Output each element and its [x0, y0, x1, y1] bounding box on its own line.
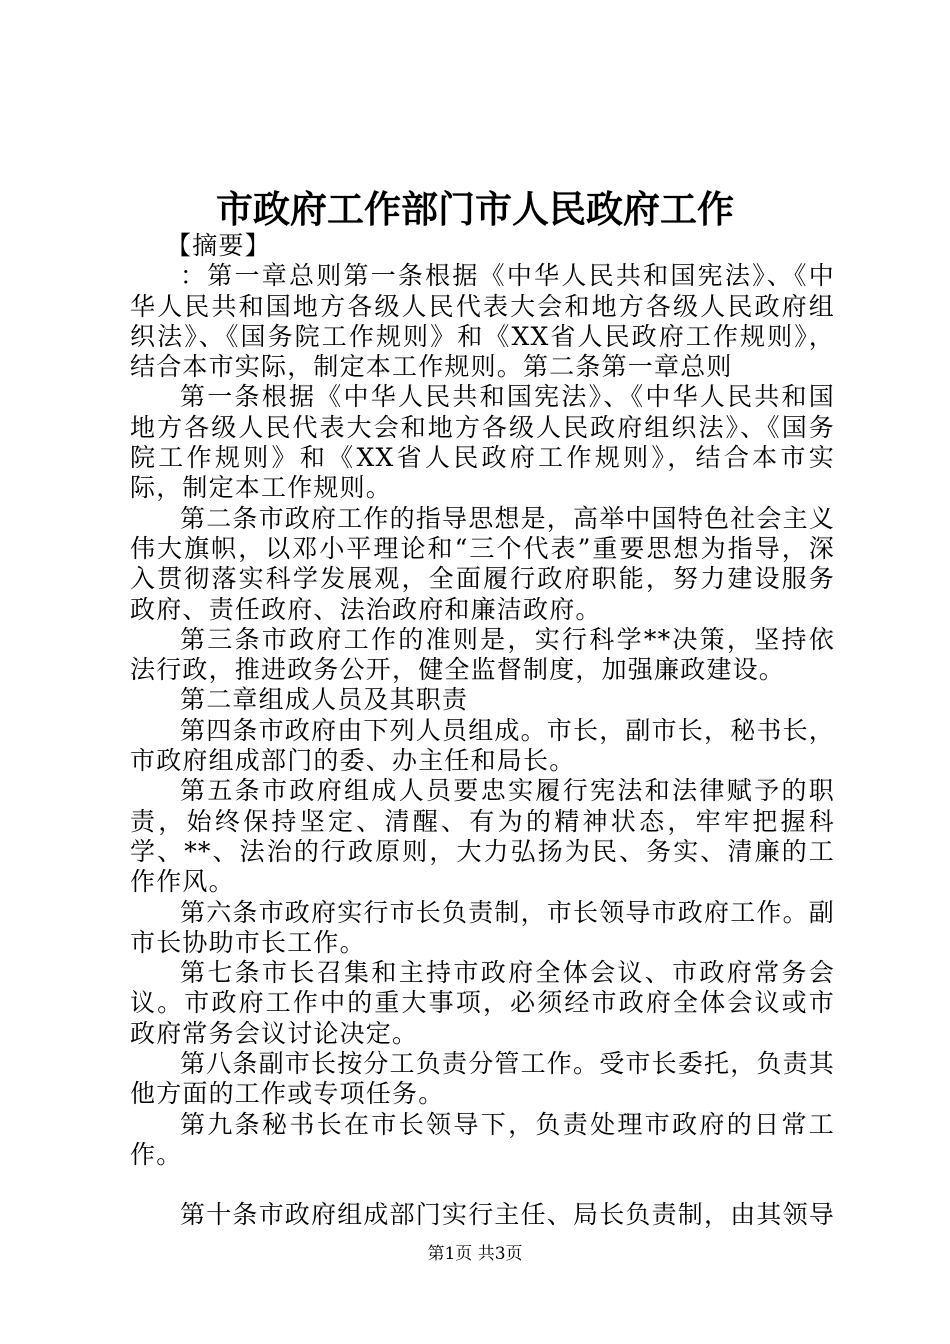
chapter-heading-2: 第二章组成人员及其职责	[180, 685, 469, 715]
paragraph-intro: ：第一章总则第一条根据《中华人民共和国宪法》、《中华人民共和国地方各级人民代表大会和地方各级人民政府组织法》、《国务院工作规则》和《XX省人民政府工作规则》，结合本市实际，制定本工作规则。第二条第一章总则	[130, 261, 835, 382]
paragraph-article-2: 第二条市政府工作的指导思想是，高举中国特色社会主义伟大旗帜，以邓小平理论和“三个代表”重要思想为指导，深入贯彻落实科学发展观，全面履行政府职能，努力建设服务政府、责任政府、法治政府和廉洁政府。	[130, 503, 836, 624]
paragraph-article-3: 第三条市政府工作的准则是，实行科学**决策，坚持依法行政，推进政务公开，健全监督制度，加强廉政建设。	[130, 624, 835, 685]
abstract-label: 【摘要】	[166, 231, 271, 260]
paragraph-article-6: 第六条市政府实行市长负责制，市长领导市政府工作。副市长协助市长工作。	[130, 897, 836, 957]
paragraph-article-1: 第一条根据《中华人民共和国宪法》、《中华人民共和国地方各级人民代表大会和地方各级人民政府组织法》、《国务院工作规则》和《XX省人民政府工作规则》，结合本市实际，制定本工作规则。	[130, 382, 835, 503]
paragraph-article-7: 第七条市长召集和主持市政府全体会议、市政府常务会议。市政府工作中的重大事项，必须经市政府全体会议或市政府常务会议讨论决定。	[130, 958, 835, 1048]
document-body	[130, 231, 835, 1231]
paragraph-article-5: 第五条市政府组成人员要忠实履行宪法和法律赋予的职责，始终保持坚定、清醒、有为的精神状态，牢牢把握科学、**、法治的行政原则，大力弘扬为民、务实、清廉的工作作风。	[130, 776, 835, 897]
blank-line	[130, 1170, 835, 1200]
document-title: 市政府工作部门市人民政府工作	[216, 187, 734, 231]
paragraph-article-10: 第十条市政府组成部门实行主任、局长负责制，由其领导	[180, 1200, 836, 1230]
paragraph-article-9: 第九条秘书长在市长领导下，负责处理市政府的日常工作。	[130, 1109, 835, 1169]
paragraph-article-4: 第四条市政府由下列人员组成。市长，副市长，秘书长，市政府组成部门的委、办主任和局长。	[130, 715, 836, 776]
page-number-footer: 第1页 共3页	[427, 1244, 523, 1264]
paragraph-article-8: 第八条副市长按分工负责分管工作。受市长委托，负责其他方面的工作或专项任务。	[130, 1049, 836, 1109]
